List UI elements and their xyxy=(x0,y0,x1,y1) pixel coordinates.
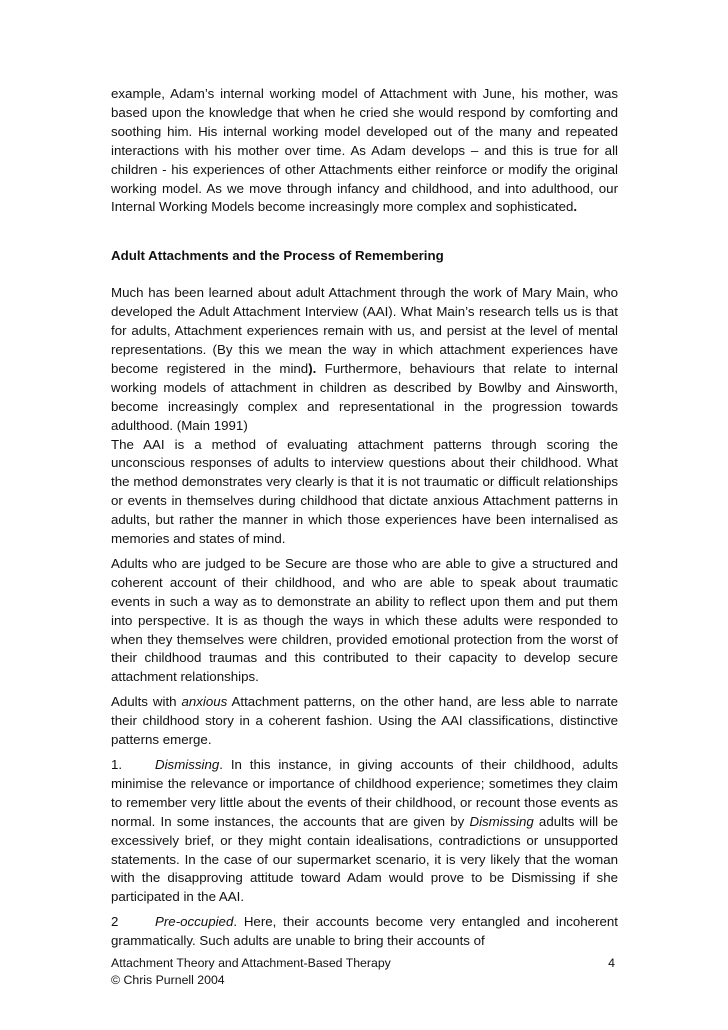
paragraph-text: Much has been learned about adult Attachment through the work of Mary Main, who developed the Adult Attachment Interview (AAI). What Main’s research tells us is that for adults, Attachment experiences remain with us, and persist at the level of mental representations. (By this we mean the way in which attachment experiences have become registered in the mind xyxy=(111,285,618,376)
paragraph-secure-adults: Adults who are judged to be Secure are those who are able to give a structured and coherent account of their childhood, and who are able to speak about traumatic events in such a way as to demonstrate an ability to reflect upon them and put them into perspective. It is as though the ways in which these adults were responded to when they themselves were children, provided emotional protection from the worst of their childhood traumas and this contributed to their capacity to develop secure attachment relationships. xyxy=(111,555,618,685)
emphasis-anxious: anxious xyxy=(181,694,228,710)
paragraph-text-continued: Furthermore, behaviours that relate to internal working models of attachment in children as described by Bowlby and Ainsworth, become increasingly complex and representational in the progression towards adulthood. (Main 1991) xyxy=(111,360,618,433)
list-number: 1. xyxy=(111,757,123,772)
page-number: 4 xyxy=(608,956,615,970)
document-page xyxy=(111,85,618,951)
text-run: . In this instance, in giving accounts of their childhood, adults minimise the relevance or importance of childhood experience; sometimes they claim to remember very little about the events of their childhood, or recount those events as normal. In some instances, the accounts that are given by xyxy=(111,757,618,829)
paragraph-bold-close: ). xyxy=(308,360,317,376)
list-item-preoccupied xyxy=(111,913,618,951)
paragraph-working-model xyxy=(111,85,618,217)
text-run: adults will be excessively brief, or they might contain idealisations, contradictions or unsupported statements. In the case of our supermarket scenario, it is very likely that the woman with the disapproving attitude toward Adam would prove to be Dismissing if she participated in the AAI. xyxy=(111,813,619,905)
page-footer xyxy=(111,955,618,989)
emphasis-preoccupied: Pre-occupied xyxy=(155,914,234,930)
text-run: Attachment patterns, on the other hand, are less able to narrate their childhood story in a coherent fashion. Using the AAI classifications, distinctive patterns emerge. xyxy=(111,694,618,748)
emphasis-dismissing-inline: Dismissing xyxy=(469,813,534,829)
text-run: . Here, their accounts become very entangled and incoherent grammatically. Such adults are unable to bring their accounts of xyxy=(111,914,618,949)
text-run: Adults with xyxy=(111,694,182,710)
emphasis-dismissing: Dismissing xyxy=(155,757,220,772)
paragraph-mary-main xyxy=(111,284,618,435)
section-heading: Adult Attachments and the Process of Remembering xyxy=(111,248,444,264)
paragraph-anxious-adults xyxy=(111,693,618,750)
list-item-dismissing xyxy=(111,756,618,907)
footer-title: Attachment Theory and Attachment-Based Therapy xyxy=(111,956,391,970)
footer-copyright: © Chris Purnell 2004 xyxy=(111,973,225,987)
paragraph-period: . xyxy=(573,199,578,215)
list-number: 2 xyxy=(111,914,119,930)
paragraph-aai-method: The AAI is a method of evaluating attachment patterns through scoring the unconscious responses of adults to interview questions about their childhood. What the method demonstrates very clearly is that it is not traumatic or difficult relationships or events in themselves during childhood that dictate anxious Attachment patterns in adults, but rather the manner in which those experiences have been internalised as memories and states of mind. xyxy=(111,436,618,547)
paragraph-text: example, Adam’s internal working model of Attachment with June, his mother, was based upon the knowledge that when he cried she would respond by comforting and soothing him. His internal working model developed out of the many and repeated interactions with his mother over time. As Adam develops – and this is true for all children - his experiences of other Attachments either reinforce or modify the original working model. As we move through infancy and childhood, and into adulthood, our Internal Working Models become increasingly more complex and sophisticated xyxy=(111,86,618,215)
